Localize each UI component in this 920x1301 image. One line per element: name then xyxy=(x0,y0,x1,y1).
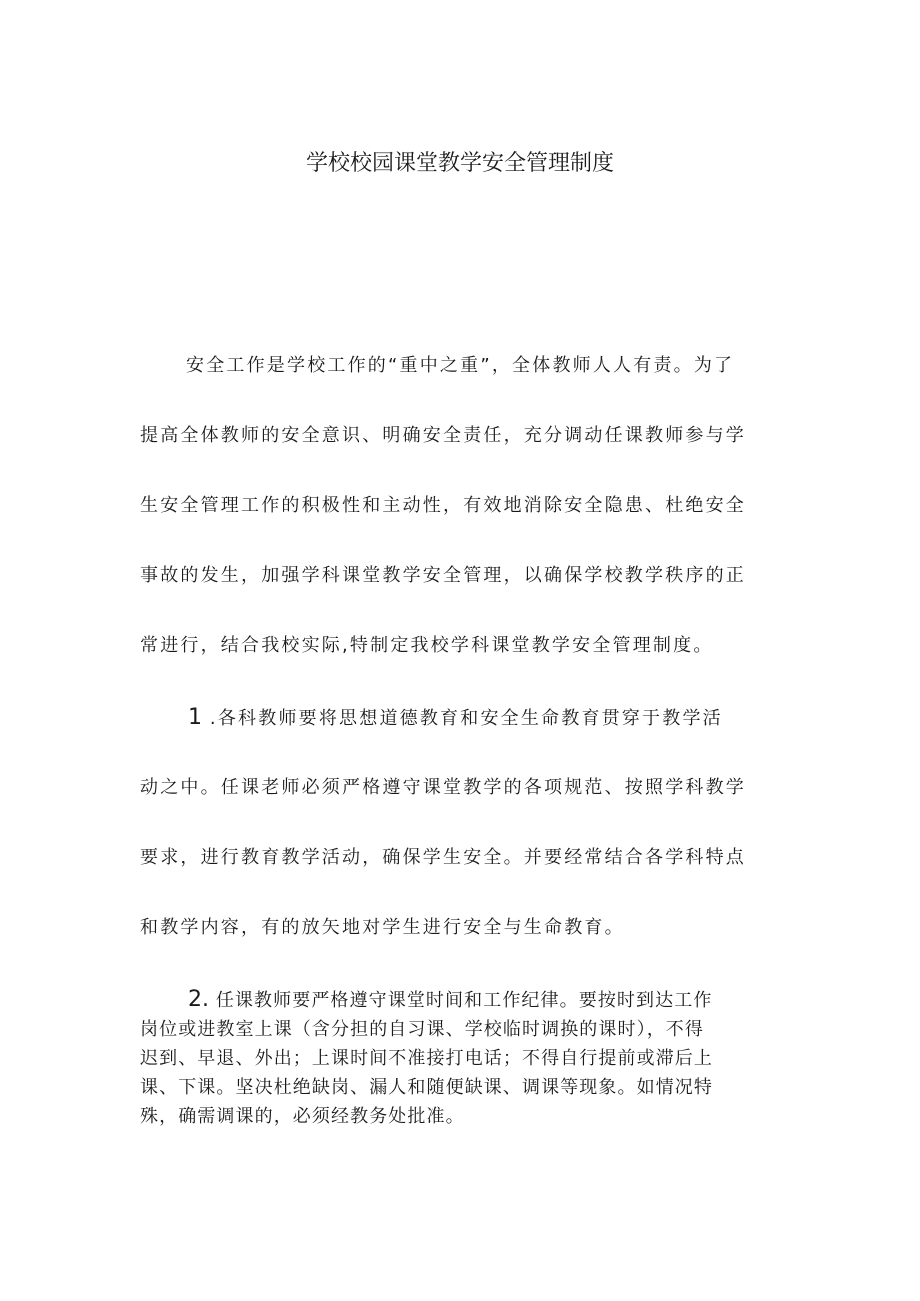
intro-line-1: 安全工作是学校工作的“重中之重”，全体教师人人有责。为了 xyxy=(186,355,735,376)
item-2-line-2: 岗位或进教室上课（含分担的自习课、学校临时调换的课时），不得 xyxy=(140,1019,704,1040)
item-1-first-line xyxy=(188,704,723,733)
item-2-first-text: 任课教师要严格遵守课堂时间和工作纪律。要按时到达工作 xyxy=(215,990,713,1011)
item-1-first-text: .各科教师要将思想道德教育和安全生命教育贯穿于教学活 xyxy=(209,708,723,729)
item-1-number: 1 xyxy=(188,705,202,730)
intro-line-4: 事故的发生，加强学科课堂教学安全管理，以确保学校教学秩序的正 xyxy=(140,565,746,586)
item-2-first-line xyxy=(188,986,712,1015)
intro-line-3: 生安全管理工作的积极性和主动性，有效地消除安全隐患、杜绝安全 xyxy=(140,495,746,516)
item-2-line-4: 课、下课。坚决杜绝缺岗、漏人和随便缺课、调课等现象。如情况特 xyxy=(140,1077,713,1098)
item-2-number: 2. xyxy=(188,987,209,1012)
item-1-line-3: 要求，进行教育教学活动，确保学生安全。并要经常结合各学科特点 xyxy=(140,847,746,868)
intro-line-5: 常进行，结合我校实际,特制定我校学科课堂教学安全管理制度。 xyxy=(140,635,714,656)
item-2-line-5: 殊，确需调课的，必须经教务处批准。 xyxy=(140,1106,465,1127)
item-1-line-4: 和教学内容，有的放矢地对学生进行安全与生命教育。 xyxy=(140,917,625,938)
item-2-line-3: 迟到、早退、外出；上课时间不准接打电话；不得自行提前或滞后上 xyxy=(140,1048,713,1069)
intro-line-2: 提高全体教师的安全意识、明确安全责任，充分调动任课教师参与学 xyxy=(140,425,746,446)
item-1-line-2: 动之中。任课老师必须严格遵守课堂教学的各项规范、按照学科教学 xyxy=(140,777,746,798)
document-title: 学校校园课堂教学安全管理制度 xyxy=(305,151,614,176)
